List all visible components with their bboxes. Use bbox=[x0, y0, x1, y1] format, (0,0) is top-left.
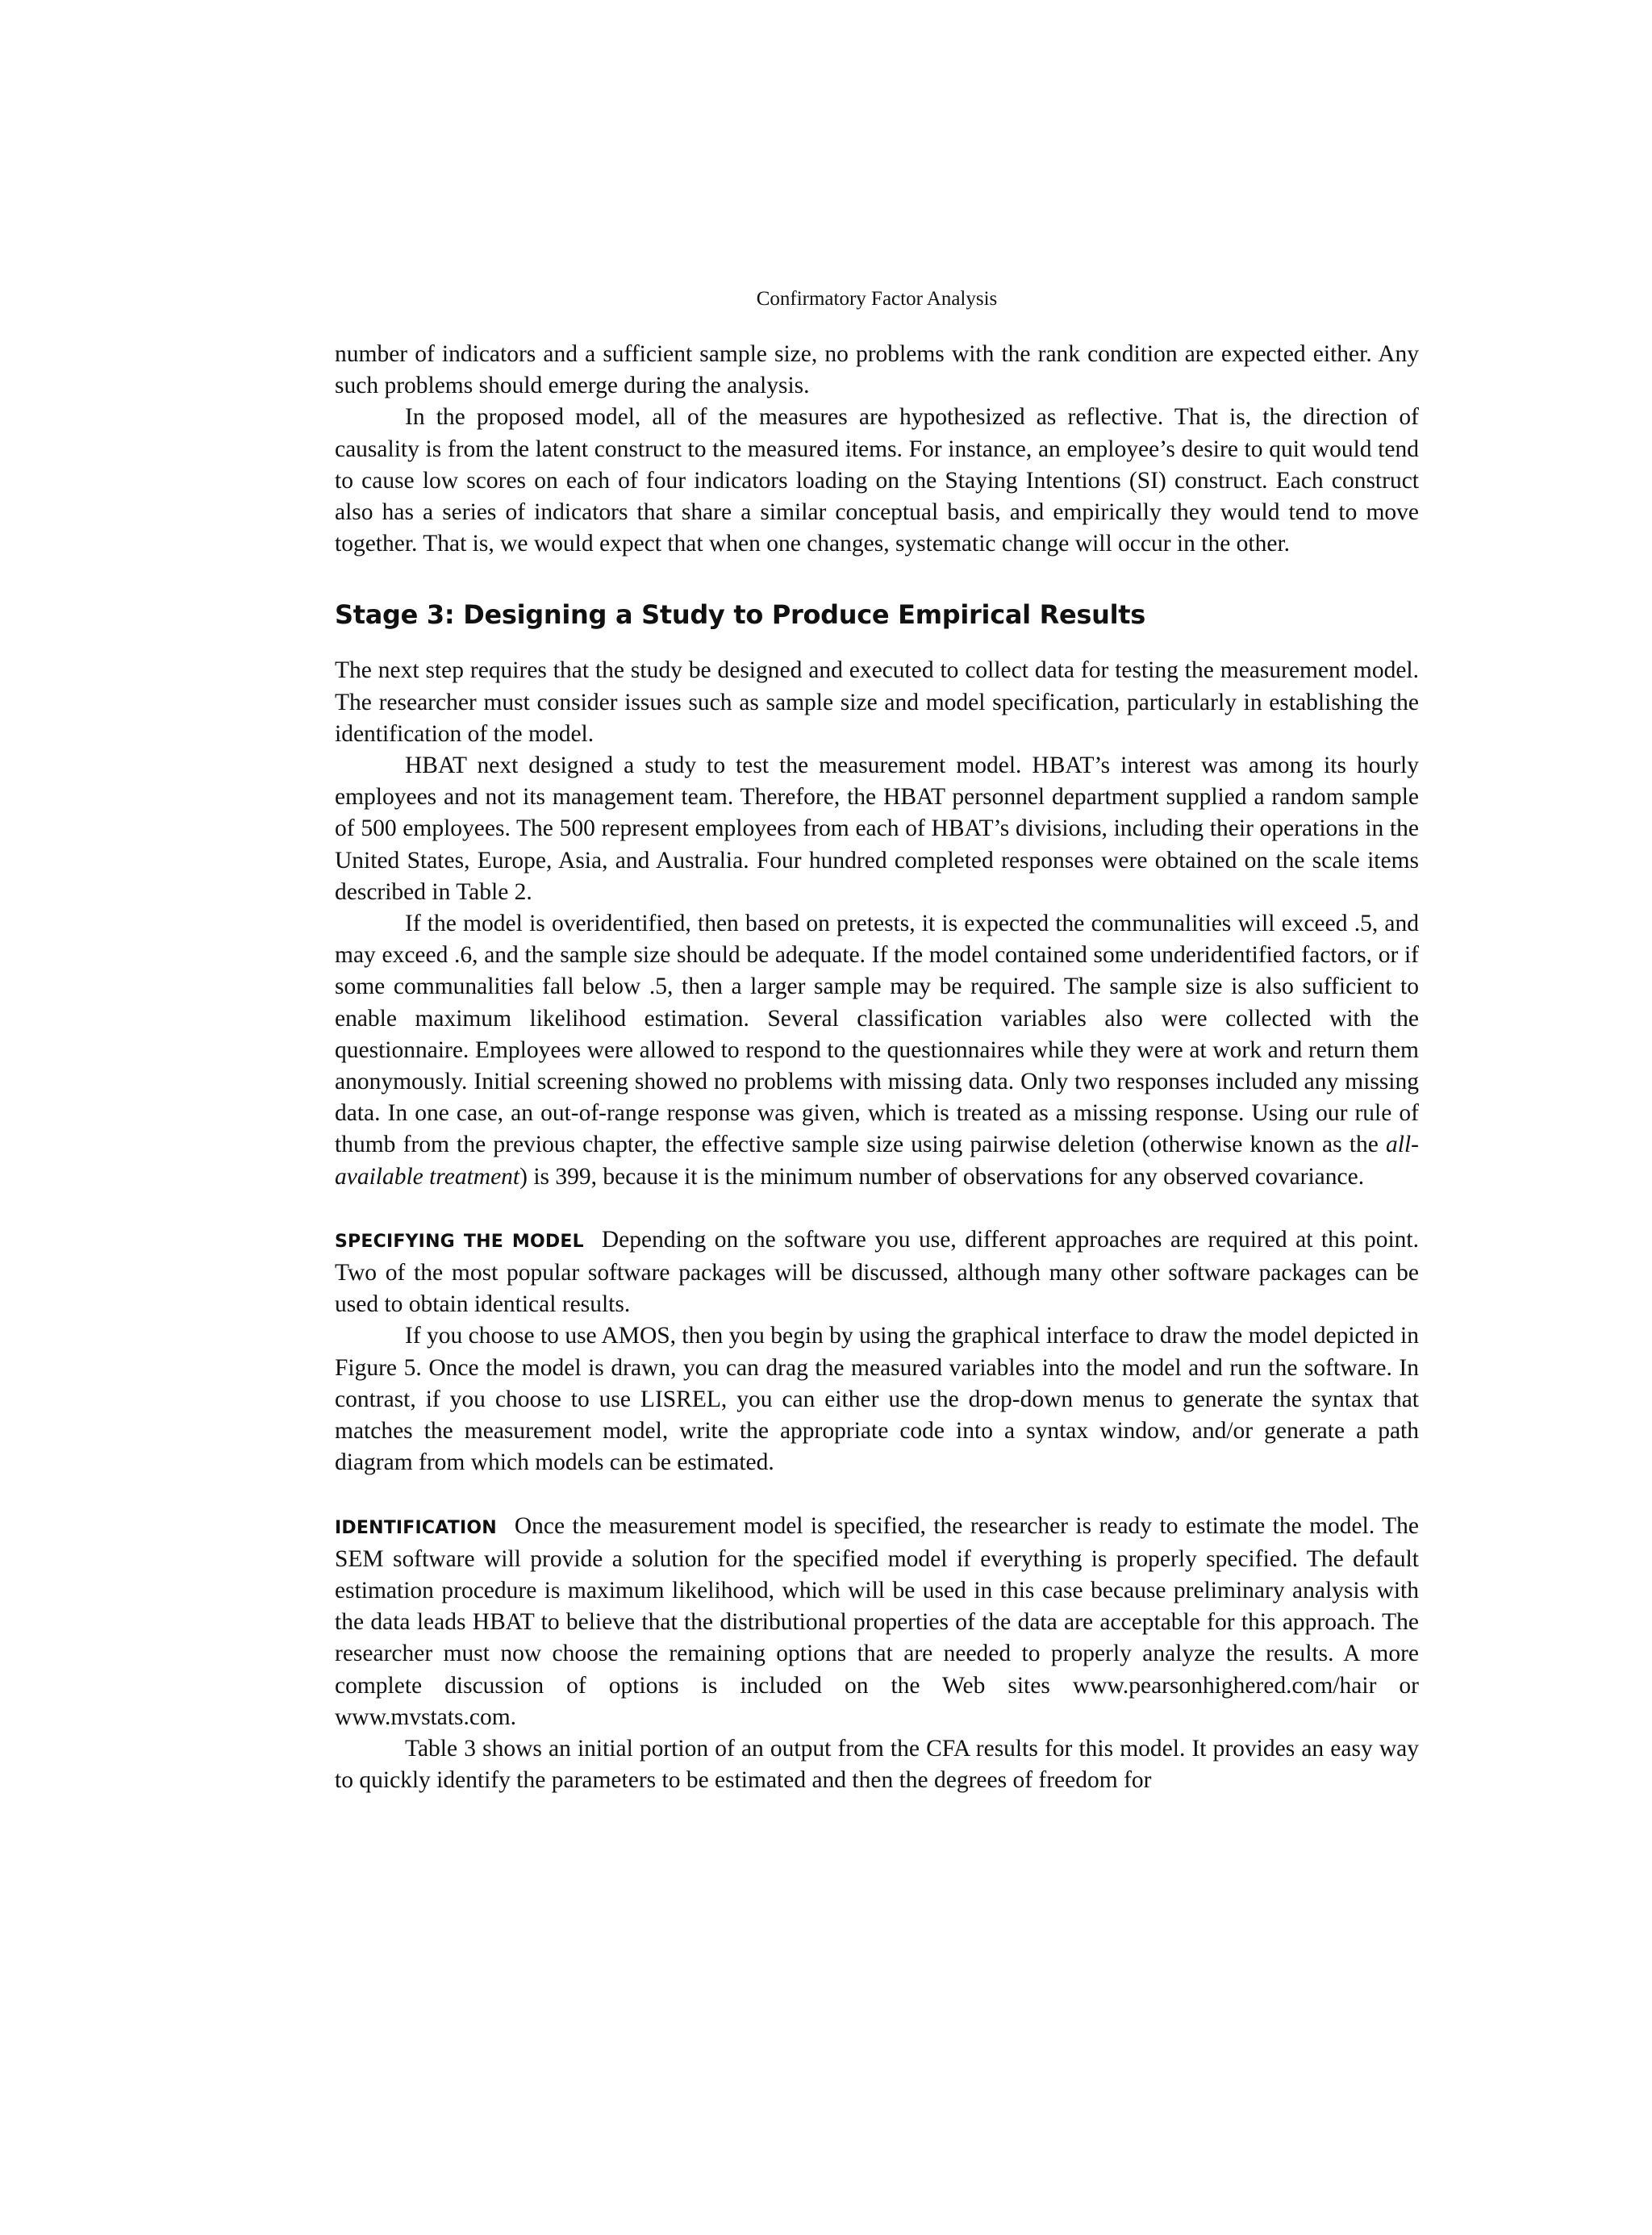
running-head: Confirmatory Factor Analysis bbox=[756, 288, 998, 310]
paragraph-reflective-measures: In the proposed model, all of the measures are hypothesized as reflective. That is, the direction of causality is from the latent construct to the measured items. For instance, an employee’s desire to quit would tend to cause low scores on each of four indicators loading on the Staying Intentions (SI) construct. Each construct also has a series of indicators that share a similar conceptual basis, and empirically they would tend to move together. That is, we would expect that when one changes, systematic change will occur in the other. bbox=[335, 404, 1419, 557]
body-text bbox=[335, 339, 1419, 1796]
paragraph-identification bbox=[335, 1511, 1419, 1733]
identification-text: Once the measurement model is specified, the researcher is ready to estimate the model. The SEM software will provide a solution for the specified model if everything is properly specified. The default estimation procedure is maximum likelihood, which will be used in this case because preliminary analysis with the data leads HBAT to believe that the distributional properties of the data are acceptable for this approach. The researcher must now choose the remaining options that are needed to properly analyze the results. A more complete discussion of options is included on the Web sites www.pearsonhighered.com/hair or www.mvstats.com. bbox=[335, 1512, 1419, 1730]
paragraph-specifying-model bbox=[335, 1224, 1419, 1321]
section-heading-stage-3: Stage 3: Designing a Study to Produce Empirical Results bbox=[335, 599, 1146, 631]
paragraph-table-3: Table 3 shows an initial portion of an output from the CFA results for this model. It provides an easy way to quickly identify the parameters to be estimated and then the degrees of freedom for bbox=[335, 1735, 1419, 1794]
paragraph-hbat-study: HBAT next designed a study to test the measurement model. HBAT’s interest was among its hourly employees and not its management team. Therefore, the HBAT personnel department supplied a random sample of 500 employees. The 500 represent employees from each of HBAT’s divisions, including their operations in the United States, Europe, Asia, and Australia. Four hundred completed responses were obtained on the scale items described in Table 2. bbox=[335, 753, 1419, 905]
sample-size-text-a: If the model is overidentified, then based on pretests, it is expected the communalities will exceed .5, and may exceed .6, and the sample size should be adequate. If the model contained some underidentified factors, or if some communalities fall below .5, then a larger sample may be required. The sample size is also sufficient to enable maximum likelihood estimation. Several classification variables also were collected with the questionnaire. Employees were allowed to respond to the questionnaires while they were at work and return them anonymously. Initial screening showed no problems with missing data. Only two responses included any missing data. In one case, an out-of-range response was given, which is treated as a missing response. Using our rule of thumb from the previous chapter, the effective sample size using pairwise deletion (otherwise known as the bbox=[335, 911, 1419, 1158]
specifying-text: Depending on the software you use, different approaches are required at this point. Two of the most popular software packages will be discussed, although many other software packages can be used to obtain identical results. bbox=[335, 1226, 1419, 1318]
paragraph-amos-lisrel: If you choose to use AMOS, then you begin by using the graphical interface to draw the model depicted in Figure 5. Once the model is drawn, you can drag the measured variables into the model and run the software. In contrast, if you choose to use LISREL, you can either use the drop-down menus to generate the syntax that matches the measurement model, write the appropriate code into a syntax window, and/or generate a path diagram from which models can be estimated. bbox=[335, 1323, 1419, 1476]
runin-heading-identification: IDENTIFICATION bbox=[335, 1517, 497, 1538]
runin-heading-specifying-model: SPECIFYING THE MODEL bbox=[335, 1231, 584, 1252]
paragraph-stage3-intro: The next step requires that the study be designed and executed to collect data for testing the measurement model. The researcher must consider issues such as sample size and model specification, particularly in establishing the identification of the model. bbox=[335, 657, 1419, 747]
paragraph-continuation: number of indicators and a sufficient sample size, no problems with the rank condition are expected either. Any such problems should emerge during the analysis. bbox=[335, 341, 1419, 399]
italic-term: all-available treatment bbox=[335, 1132, 1419, 1190]
paragraph-sample-size bbox=[335, 908, 1419, 1193]
sample-size-text-b: ) is 399, because it is the minimum number of observations for any observed covariance. bbox=[519, 1163, 1365, 1190]
